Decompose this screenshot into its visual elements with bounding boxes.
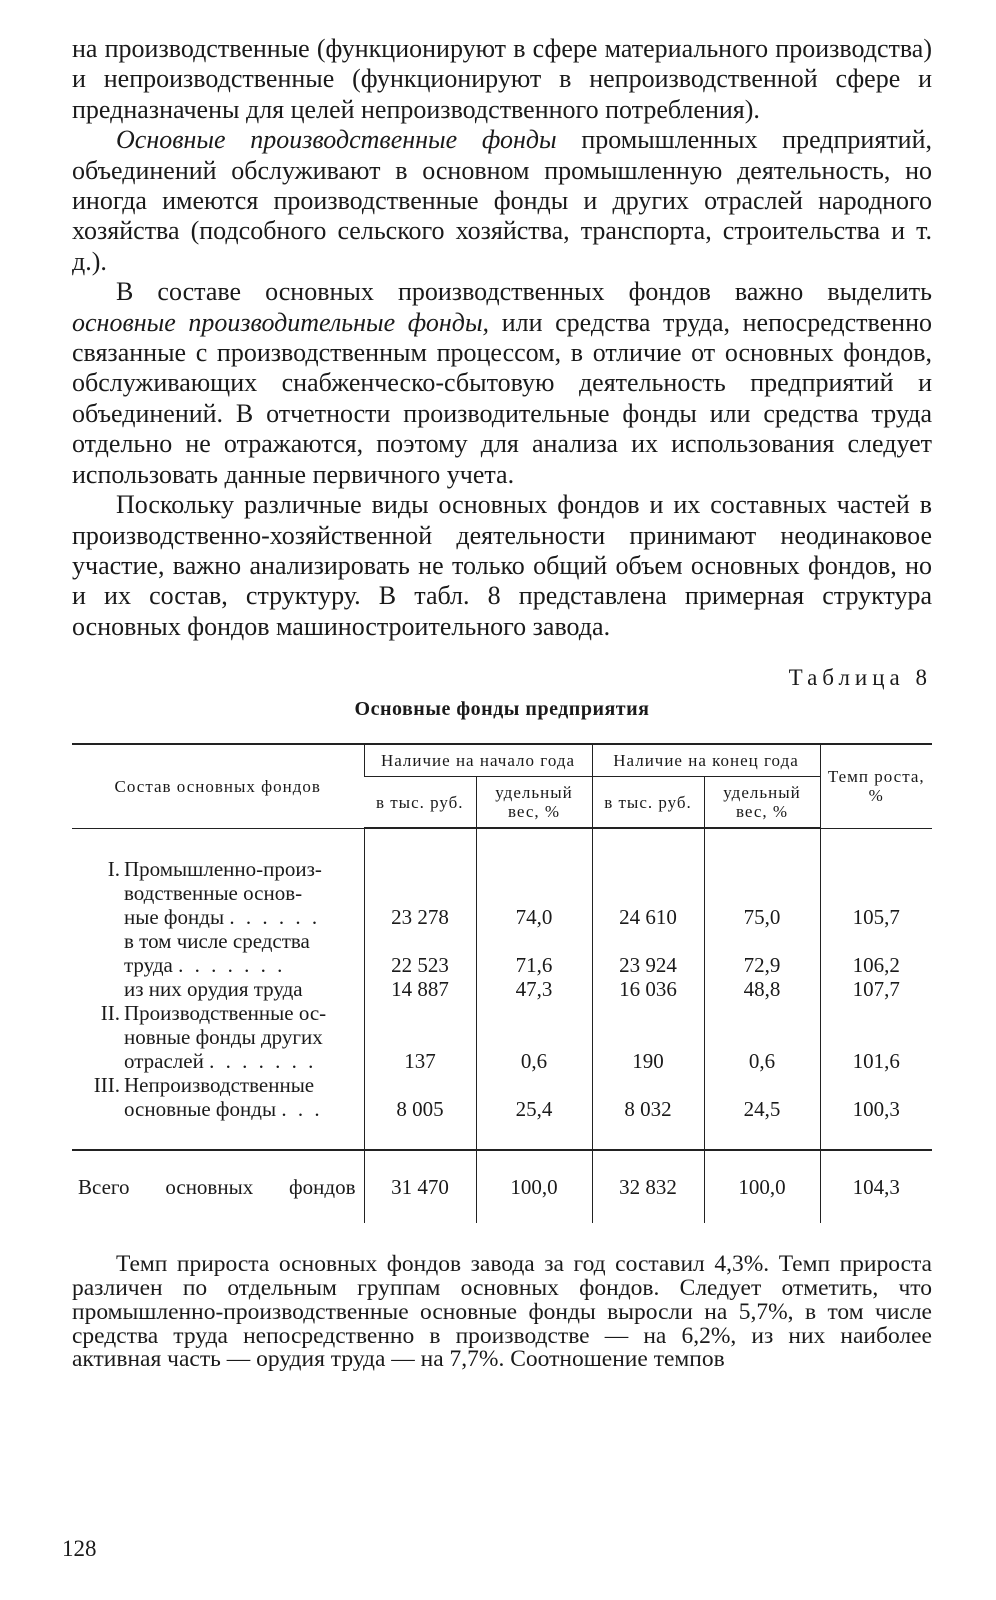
table-title: Основные фонды предприятия [354, 698, 650, 721]
cell-end-share: 48,8 [704, 977, 820, 1001]
total-start-share: 100,0 [476, 1150, 592, 1223]
header-start-of-year: Наличие на начало года [364, 744, 592, 777]
italic-term-productive-funds: основные производительные фонды, [72, 307, 490, 337]
cell-end-sum: 190 [592, 1001, 704, 1073]
cell-start-sum: 22 523 [364, 929, 476, 977]
cell-end-sum: 23 924 [592, 929, 704, 977]
cell-start-share: 47,3 [476, 977, 592, 1001]
total-end-share: 100,0 [704, 1150, 820, 1223]
header-end-thousand-rub: в тыс. руб. [592, 777, 704, 829]
table-row: II. Производственные ос- новные фонды других отраслей . . . . . . . 137 0,6 190 0,6 101,6 [72, 1001, 932, 1073]
cell-growth: 101,6 [820, 1001, 932, 1073]
cell-end-sum: 16 036 [592, 977, 704, 1001]
table-total-row [72, 1150, 932, 1223]
paragraph-3: В составе основных производственных фондов важно выделить основные производительные фонды, или средства труда, непосредственно связанные с производственным процессом, в отличие от основных фондов, обслуживающих снабженческо-сбытовую деятельность предприятий и объединений. В отчетности производительные фонды или средства труда отдельно не отражаются, поэтому для анализа их использования следует использовать данные первичного учета. [72, 277, 933, 489]
cell-start-share: 71,6 [476, 929, 592, 977]
paragraph-2: Основные производственные фонды промышленных предприятий, объединений обслуживают в основном промышленную деятельность, но иногда имеются производственные фонды и других отраслей народного хозяйства (подсобного сельского хозяйства, транспорта, строительства и т. д.). [72, 125, 932, 276]
header-start-share: удельный вес, % [476, 777, 592, 829]
total-label: Всего основных фондов [78, 1175, 356, 1200]
header-composition: Состав основных фондов [72, 744, 364, 828]
total-start-sum: 31 470 [364, 1150, 476, 1223]
cell-start-share: 74,0 [476, 857, 592, 929]
total-end-sum: 32 832 [592, 1150, 704, 1223]
paragraph-1: на производственные (функционируют в сфере материального производства) и непроизводственные (функционируют в непроизводственной сфере и предназначены для целей непроизводственного потребления). [72, 34, 932, 124]
cell-growth: 105,7 [820, 857, 932, 929]
cell-start-share: 0,6 [476, 1001, 592, 1073]
cell-end-share: 75,0 [704, 857, 820, 929]
table-row: из них орудия труда 14 887 47,3 16 036 48,8 107,7 [72, 977, 932, 1001]
page-body [72, 34, 932, 1372]
table-row: I. Промышленно-произ- водственные основ- ные фонды . . . . . . 23 278 74,0 24 610 75,0 105,7 [72, 857, 932, 929]
funds-table [72, 743, 932, 1223]
total-growth: 104,3 [820, 1150, 932, 1223]
paragraph-5: Темп прироста основных фондов завода за год составил 4,3%. Темп прироста различен по отдельным группам основных фондов. Следует отметить, что промышленно-производственные основные фонды выросли на 5,7%, в том числе средства труда непосредственно в производстве — на 6,2%, из них наиболее активная часть — орудия труда — на 7,7%. Соотношение темпов [72, 1251, 932, 1373]
paragraph-4: Поскольку различные виды основных фондов и их составных частей в производственно-хозяйственной деятельности принимают неодинаковое участие, важно анализировать не только общий объем основных фондов, но и их состав, структуру. В табл. 8 представлена примерная структура основных фондов машиностроительного завода. [72, 490, 932, 641]
header-growth-rate: Темп роста, % [820, 744, 932, 828]
table-row: в том числе средства труда . . . . . . . 22 523 71,6 23 924 72,9 106,2 [72, 929, 932, 977]
cell-end-share: 24,5 [704, 1073, 820, 1121]
bottom-text [72, 1253, 932, 1372]
cell-start-share: 25,4 [476, 1073, 592, 1121]
cell-start-sum: 137 [364, 1001, 476, 1073]
cell-end-sum: 8 032 [592, 1073, 704, 1121]
header-start-thousand-rub: в тыс. руб. [364, 777, 476, 829]
cell-end-share: 72,9 [704, 929, 820, 977]
header-end-share: удельный вес, % [704, 777, 820, 829]
cell-growth: 100,3 [820, 1073, 932, 1121]
cell-start-sum: 23 278 [364, 857, 476, 929]
cell-start-sum: 14 887 [364, 977, 476, 1001]
table-row: III. Непроизводственные основные фонды . . . 8 005 25,4 8 032 24,5 100,3 [72, 1073, 932, 1121]
cell-growth: 106,2 [820, 929, 932, 977]
cell-end-sum: 24 610 [592, 857, 704, 929]
cell-end-share: 0,6 [704, 1001, 820, 1073]
table-number: Таблица 8 [788, 665, 932, 691]
cell-growth: 107,7 [820, 977, 932, 1001]
italic-term-production-funds: Основные производственные фонды [116, 125, 557, 155]
cell-start-sum: 8 005 [364, 1073, 476, 1121]
header-end-of-year: Наличие на конец года [592, 744, 820, 777]
page-number: 128 [62, 1536, 97, 1561]
